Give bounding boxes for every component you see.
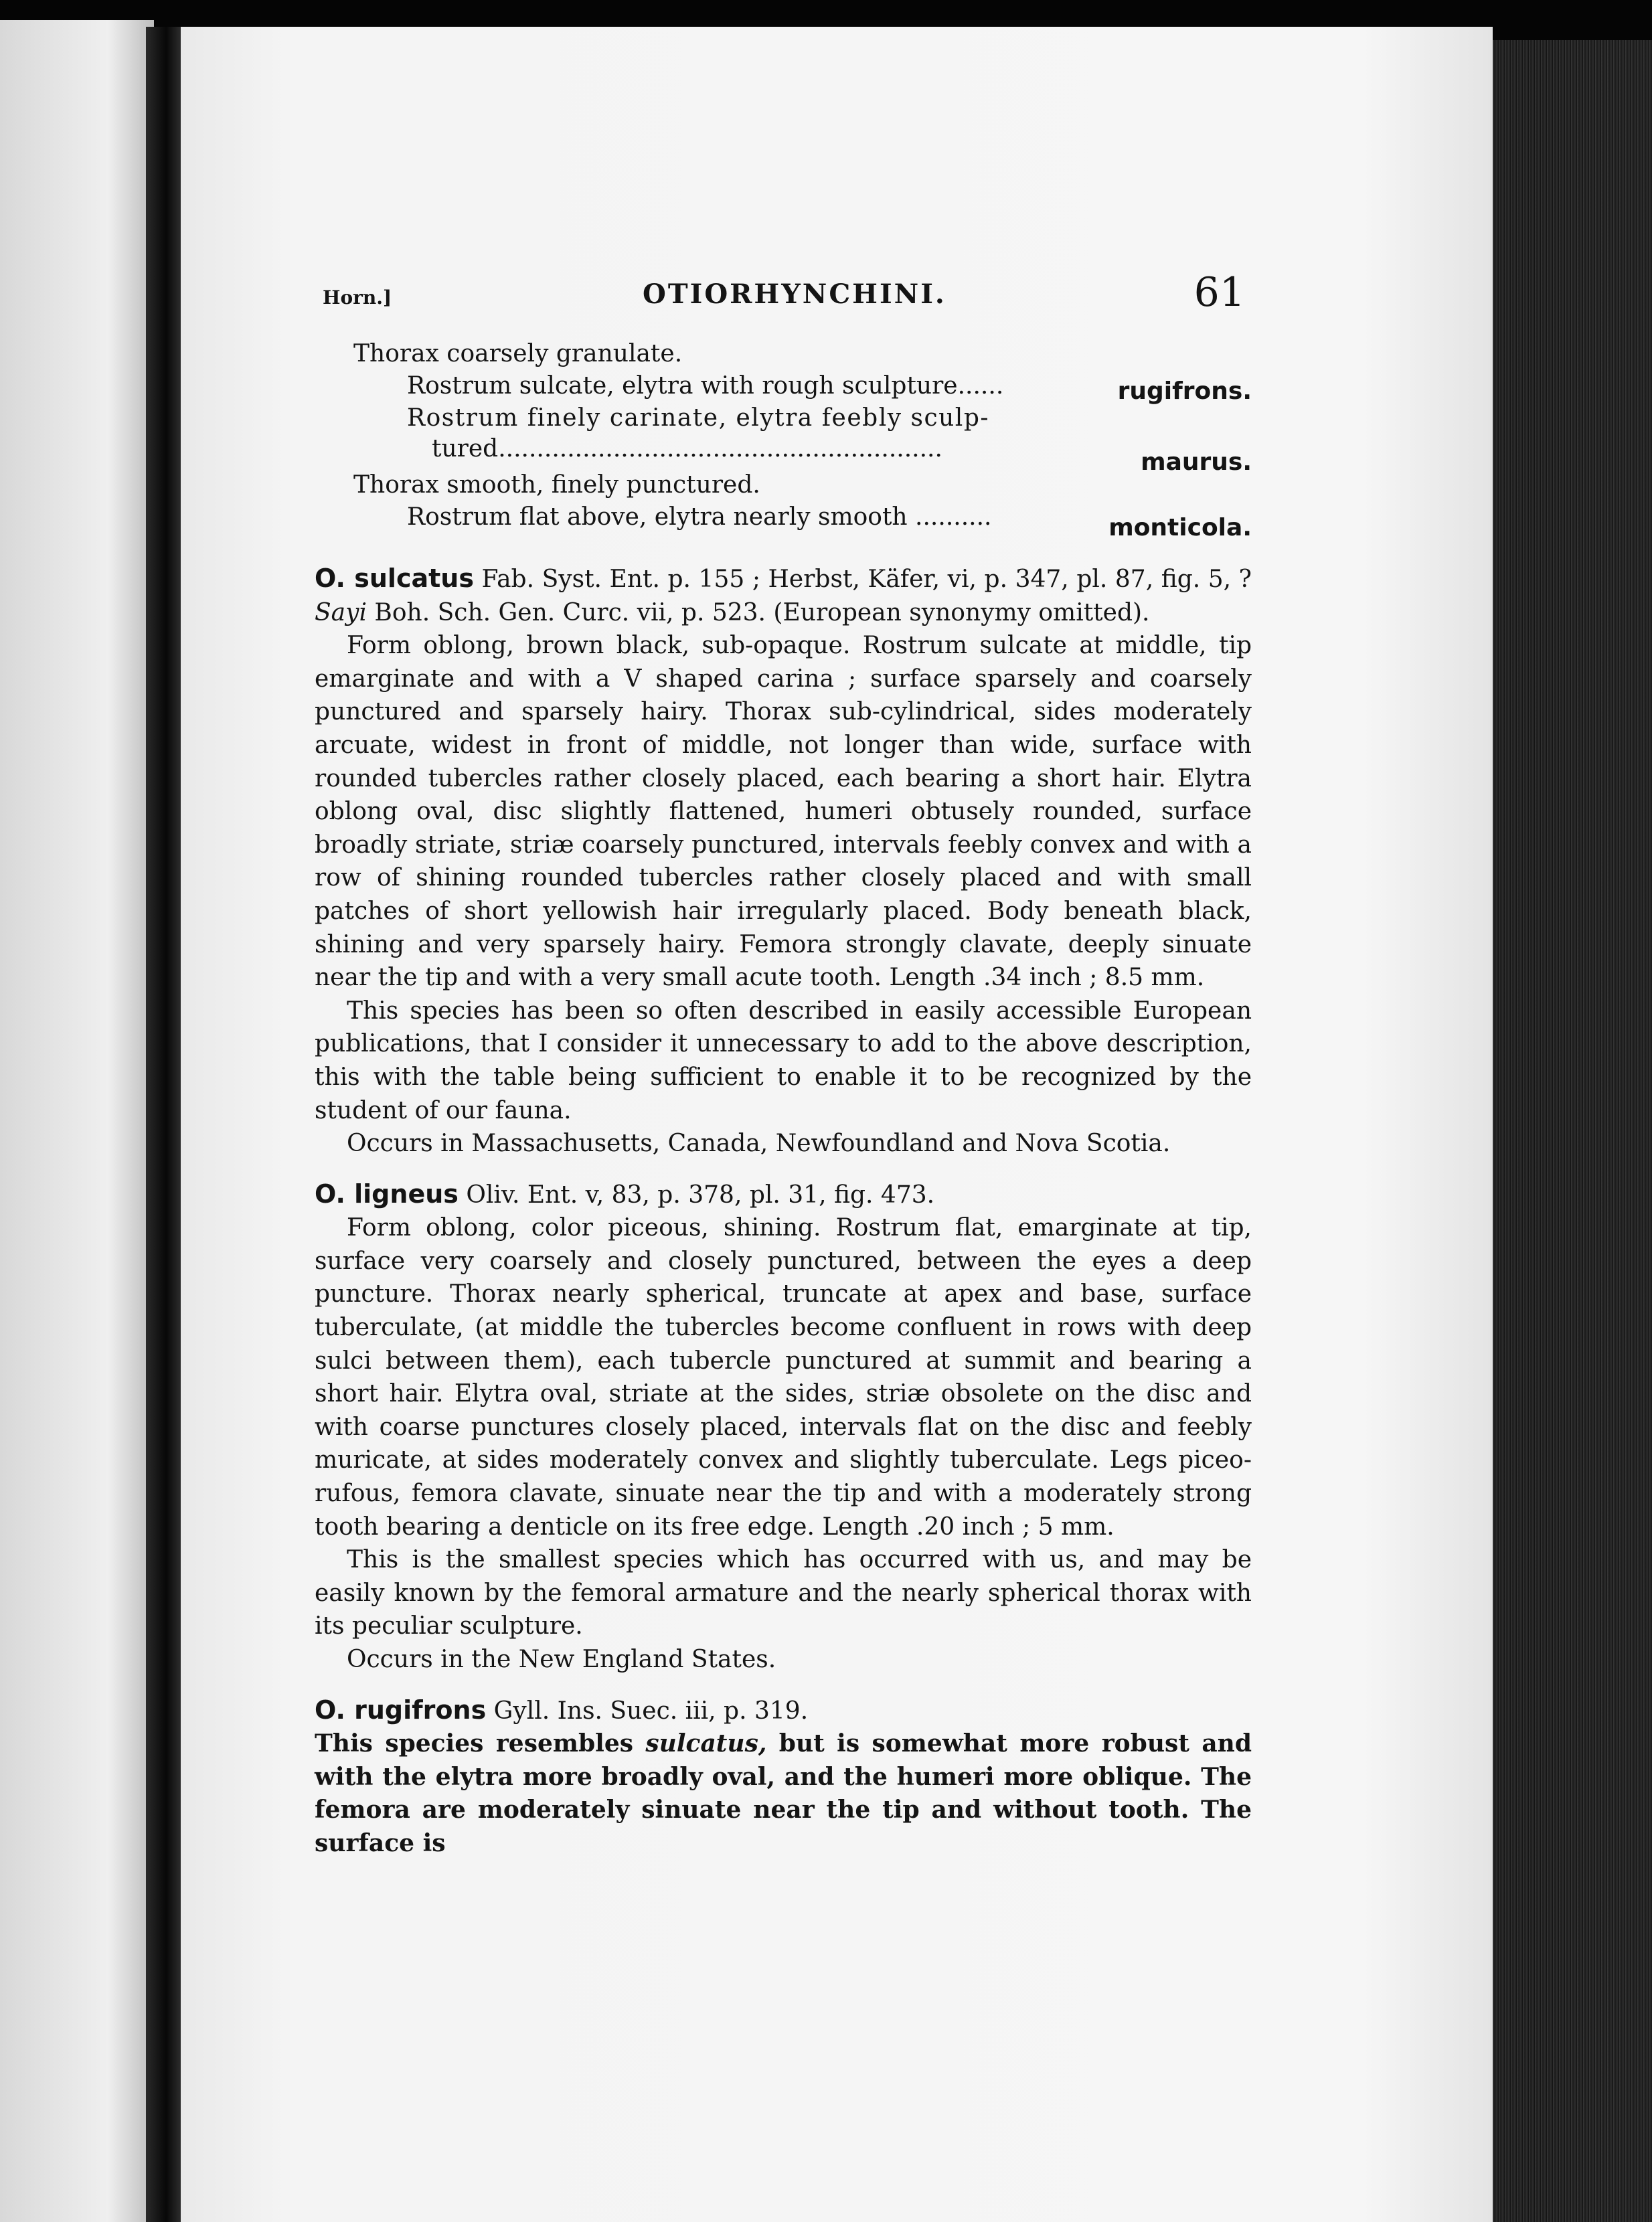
entry-heading-sulcatus (315, 562, 1252, 629)
species-name: O. sulcatus (315, 564, 474, 593)
reference: Oliv. Ent. v, 83, p. 378, pl. 31, fig. 473. (458, 1181, 935, 1209)
running-head (315, 268, 1252, 328)
reference: Fab. Syst. Ent. p. 155 ; Herbst, Käfer, vi, p. 347, pl. 87, fig. 5, ? (473, 566, 1252, 593)
key-species-name: rugifrons. (1117, 377, 1252, 405)
key-line: Rostrum finely carinate, elytra feebly sculp- (407, 404, 990, 432)
description: Form oblong, color piceous, shining. Rostrum flat, emarginate at tip, surface very coarsely and closely punctured, between the eyes a deep puncture. Thorax nearly spherical, truncate at apex and base, surface tuberculate, (at middle the tubercles become confluent in rows with deep sulci between them), each tubercle punctured at summit and bearing a short hair. Elytra oval, striate at the sides, striæ obsolete on the disc and with coarse punctures closely placed, intervals flat on the disc and feebly muricate, at sides moderately convex and slightly tuberculate. Legs piceo-rufous, femora clavate, sinuate near the tip and with a moderately strong tooth bearing a denticle on its free edge. Length .20 inch ; 5 mm. (315, 1214, 1252, 1541)
page-stack-edge (1493, 40, 1652, 2222)
species-name: O. ligneus (315, 1179, 459, 1209)
synonym: Sayi (315, 598, 367, 626)
species-name: O. rugifrons (315, 1695, 487, 1725)
reference: Gyll. Ins. Suec. iii, p. 319. (486, 1697, 809, 1725)
remarks: This is the smallest species which has occurred with us, and may be easily known by the femoral armature and the nearly spherical thorax with its peculiar sculpture. (315, 1546, 1252, 1640)
page-number: 61 (1193, 269, 1245, 316)
key-species-name: monticola. (1108, 514, 1252, 541)
reference: Boh. Sch. Gen. Curc. vii, p. 523. (European synonymy omitted). (366, 598, 1150, 626)
distribution: Occurs in Massachusetts, Canada, Newfoundland and Nova Scotia. (347, 1130, 1171, 1158)
key-line: Thorax coarsely granulate. (353, 340, 683, 367)
facing-page-edge (0, 20, 154, 2222)
description (315, 1727, 1252, 1860)
key-species-name: maurus. (1141, 448, 1252, 476)
species-reference: sulcatus, (645, 1729, 767, 1758)
remarks: This species has been so often described in easily accessible European publications, that I consider it unnecessary to add to the above description, this with the table being sufficient to enable it to be recognized by the student of our fauna. (315, 997, 1252, 1124)
author-tag: Horn.] (323, 286, 392, 309)
key-line: Thorax smooth, finely punctured. (353, 471, 760, 499)
description-text: This species resembles (315, 1729, 646, 1758)
description: Form oblong, brown black, sub-opaque. Rostrum sulcate at middle, tip emarginate and with a V shaped carina ; surface sparsely and coarsely punctured and sparsely hairy. Thorax sub-cylindrical, sides moderately arcuate, widest in front of middle, not longer than wide, surface with rounded tubercles rather closely placed, each bearing a short hair. Elytra oblong oval, disc slightly flattened, humeri obtusely rounded, surface broadly striate, striæ coarsely punctured, intervals feebly convex and with a row of shining rounded tubercles rather closely placed and with small patches of short yellowish hair irregularly placed. Body beneath black, shining and very sparsely hairy. Femora strongly clavate, deeply sinuate near the tip and with a very small acute tooth. Length .34 inch ; 8.5 mm. (315, 632, 1252, 992)
species-descriptions (315, 562, 1252, 1861)
entry-heading-rugifrons (315, 1694, 1252, 1728)
key-line: Rostrum sulcate, elytra with rough sculpture...... (407, 372, 1004, 400)
entry-heading-ligneus (315, 1178, 1252, 1212)
page-title: OTIORHYNCHINI. (643, 278, 946, 310)
description-text: but is somewhat more robust and with the elytra more broadly oval, and the humeri more oblique. The femora are moderately sinuate near the tip and without tooth. The surface is (315, 1729, 1252, 1857)
distribution: Occurs in the New England States. (347, 1646, 776, 1673)
key-line: tured.......................................................... (432, 435, 942, 462)
key-line: Rostrum flat above, elytra nearly smooth .......... (407, 503, 992, 531)
book-gutter (146, 27, 186, 2222)
